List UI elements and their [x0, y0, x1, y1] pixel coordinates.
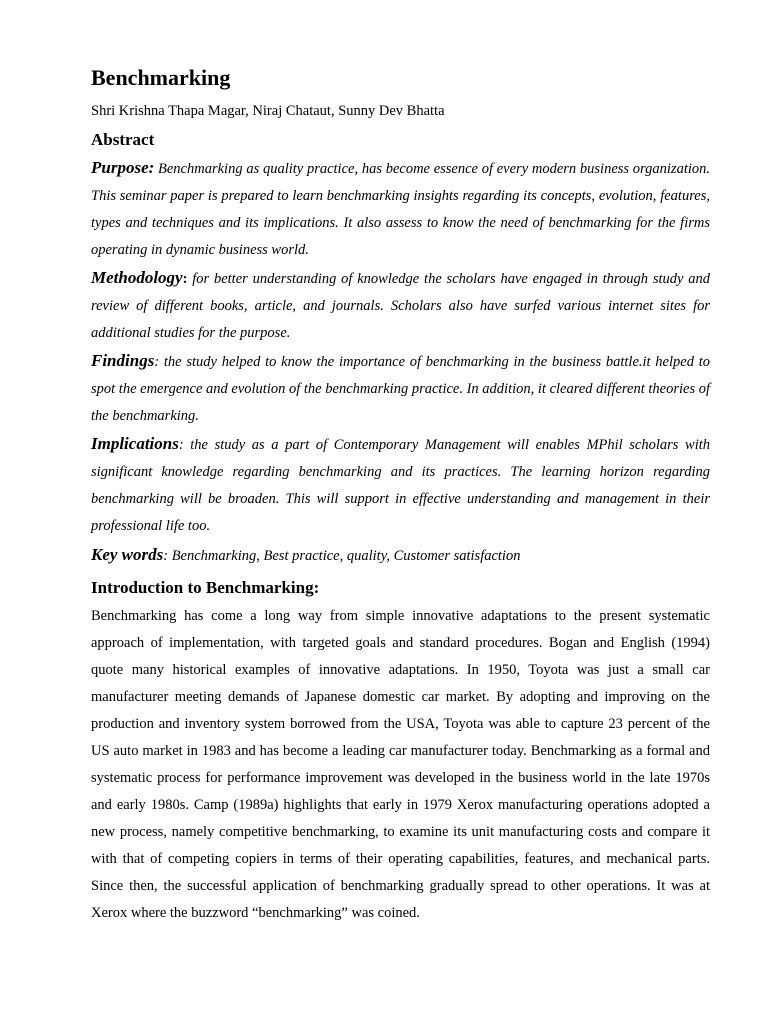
abstract-findings	[91, 347, 710, 430]
findings-label: Findings	[91, 351, 155, 370]
purpose-label: Purpose:	[91, 158, 155, 177]
keywords-label: Key words	[91, 545, 164, 564]
methodology-label: Methodology	[91, 268, 183, 287]
purpose-text: Benchmarking as quality practice, has become essence of every modern business organization. This seminar paper is prepared to learn benchmarking insights regarding its concepts, evolution, features, types and techniques and its implications. It also assess to know the need of benchmarking for the firms operating in dynamic business world.	[91, 161, 710, 258]
author-list: Shri Krishna Thapa Magar, Niraj Chataut, Sunny Dev Bhatta	[91, 103, 445, 119]
implications-label: Implications	[91, 434, 179, 453]
implications-text: : the study as a part of Contemporary Management will enables MPhil scholars with significant knowledge regarding benchmarking and its practices. The learning horizon regarding benchmarking will be broaden. This will support in effective understanding and management in their professional life too.	[91, 437, 710, 534]
keywords-text: : Benchmarking, Best practice, quality, Customer satisfaction	[163, 548, 521, 564]
intro-paragraph: Benchmarking has come a long way from simple innovative adaptations to the present systematic approach of implementation, with targeted goals and standard procedures. Bogan and English (1994) quote many historical examples of innovative adaptations. In 1950, Toyota was just a small car manufacturer meeting demands of Japanese domestic car market. By adopting and improving on the production and inventory system borrowed from the USA, Toyota was able to capture 23 percent of the US auto market in 1983 and has become a leading car manufacturer today. Benchmarking as a formal and systematic process for performance improvement was developed in the business world in the late 1970s and early 1980s. Camp (1989a) highlights that early in 1979 Xerox manufacturing operations adopted a new process, namely competitive benchmarking, to examine its unit manufacturing costs and compare it with that of competing copiers in terms of their operating capabilities, features, and mechanical parts. Since then, the successful application of benchmarking gradually spread to other operations. It was at Xerox where the buzzword “benchmarking” was coined.	[91, 608, 710, 921]
abstract-purpose	[91, 154, 710, 264]
abstract-implications	[91, 430, 710, 540]
abstract-methodology	[91, 264, 710, 347]
abstract-keywords	[91, 540, 710, 571]
methodology-colon: :	[182, 271, 188, 287]
methodology-text: for better understanding of knowledge the scholars have engaged in through study and review of different books, article, and journals. Scholars also have surfed various internet sites for additional studies for the purpose.	[91, 271, 710, 341]
abstract-heading: Abstract	[91, 130, 155, 149]
paper-title: Benchmarking	[91, 65, 231, 90]
intro-heading: Introduction to Benchmarking:	[91, 578, 320, 597]
findings-text: : the study helped to know the importance of benchmarking in the business battle.it helped to spot the emergence and evolution of the benchmarking practice. In addition, it cleared different theories of the benchmarking.	[91, 354, 710, 424]
paper-page	[91, 58, 710, 927]
